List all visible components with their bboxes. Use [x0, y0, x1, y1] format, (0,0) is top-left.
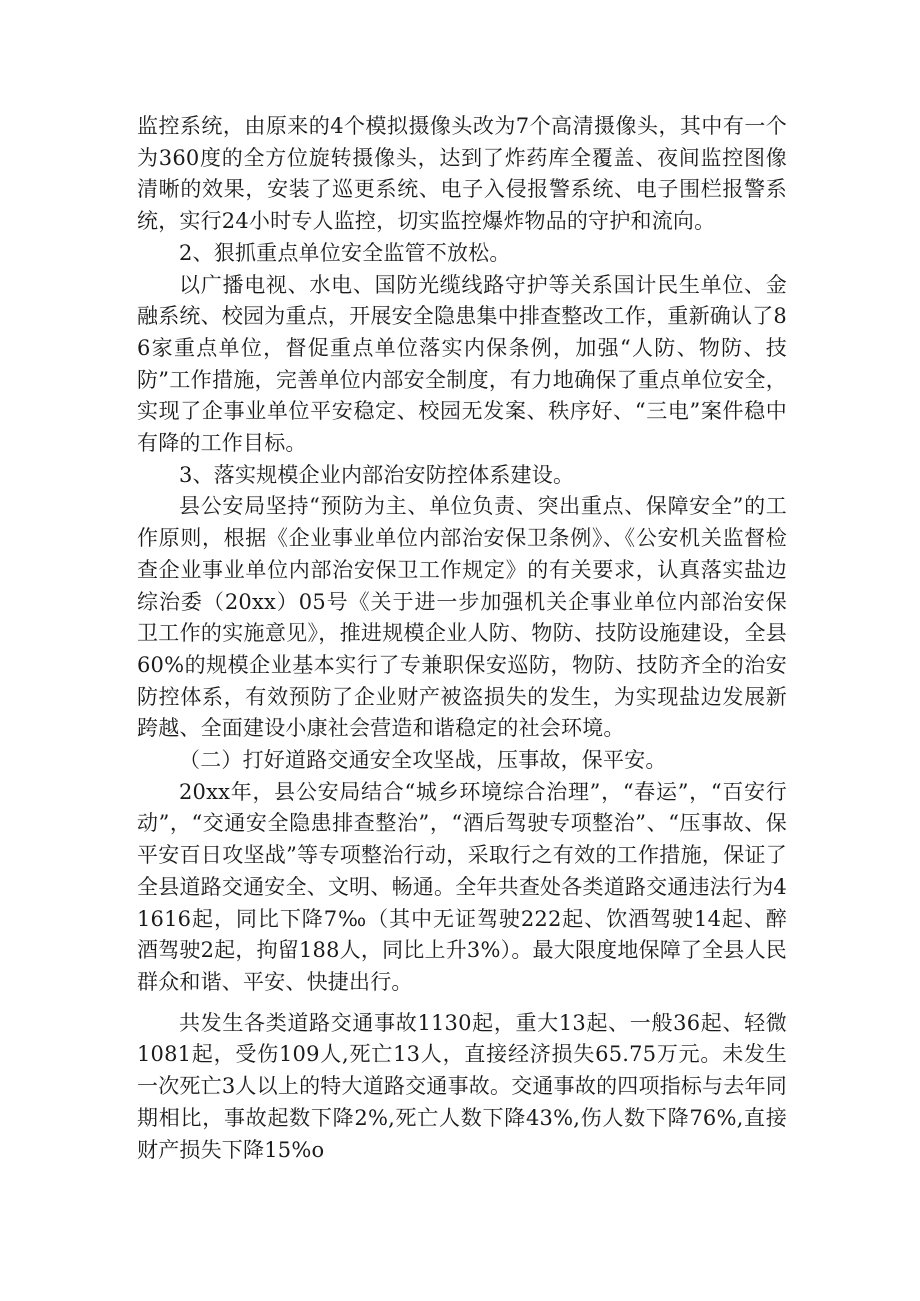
paragraph-road-traffic-campaign: 20xx年，县公安局结合“城乡环境综合治理”，“春运”，“百安行动”，“交通安全隐患排查整治”，“酒后驾驶专项整治”、“压事故、保平安百日攻坚战”等专项整治行动，采取行之有效的工作措施，保证了全县道路交通安全、文明、畅通。全年共查处各类道路交通违法行为41616起，同比下降7‰（其中无证驾驶222起、饮酒驾驶14起、醉酒驾驶2起，拘留188人，同比上升3%）。最大限度地保障了全县人民群众和谐、平安、快捷出行。 — [137, 779, 787, 994]
heading-road-traffic-safety: （二）打好道路交通安全攻坚战，压事故，保平安。 — [179, 748, 667, 773]
paragraph-surveillance-system: 监控系统，由原来的4个模拟摄像头改为7个高清摄像头，其中有一个为360度的全方位旋转摄像头，达到了炸药库全覆盖、夜间监控图像清晰的效果，安装了巡更系统、电子入侵报警系统、电子围栏报警系统，实行24小时专人监控，切实监控爆炸物品的守护和流向。 — [137, 114, 787, 234]
paragraph-key-unit-supervision: 以广播电视、水电、国防光缆线路守护等关系国计民生单位、金融系统、校园为重点，开展安全隐患集中排查整改工作，重新确认了86家重点单位，督促重点单位落实内保条例，加强“人防、物防、技防”工作措施，完善单位内部安全制度，有力地确保了重点单位安全，实现了企事业单位平安稳定、校园无发案、秩序好、“三电”案件稳中有降的工作目标。 — [137, 272, 787, 456]
heading-key-unit-supervision: 2、狠抓重点单位安全监管不放松。 — [179, 240, 511, 265]
paragraph-enterprise-security-system: 县公安局坚持“预防为主、单位负责、突出重点、保障安全”的工作原则，根据《企业事业单位内部治安保卫条例》、《公安机关监督检查企业事业单位内部治安保卫工作规定》的有关要求，认真落实盐边综治委（20xx）05号《关于进一步加强机关企事业单位内部治安保卫工作的实施意见》，推进规模企业人防、物防、技防设施建设，全县60%的规模企业基本实行了专兼职保安巡防，物防、技防齐全的治安防控体系，有效预防了企业财产被盗损失的发生，为实现盐边发展新跨越、全面建设小康社会营造和谐稳定的社会环境。 — [137, 494, 787, 741]
document-body — [137, 111, 787, 1166]
paragraph-traffic-accident-stats: 共发生各类道路交通事故1130起，重大13起、一般36起、轻微1081起，受伤109人,死亡13人，直接经济损失65.75万元。未发生一次死亡3人以上的特大道路交通事故。交通事故的四项指标与去年同期相比，事故起数下降2%,死亡人数下降43%,伤人数下降76%,直接财产损失下降15%o — [137, 1010, 787, 1162]
heading-enterprise-security-system: 3、落实规模企业内部治安防控体系建设。 — [179, 462, 575, 487]
